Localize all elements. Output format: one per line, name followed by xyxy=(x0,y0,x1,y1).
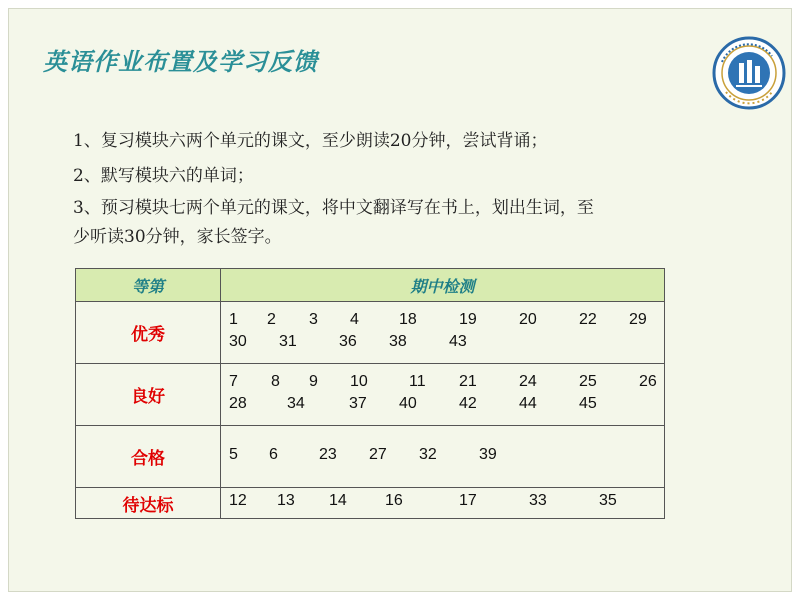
category-excellent: 优秀 xyxy=(76,302,221,364)
student-number: 25 xyxy=(579,372,597,390)
student-number: 16 xyxy=(385,492,403,509)
student-number: 42 xyxy=(459,394,477,412)
student-number: 7 xyxy=(229,372,238,390)
student-number: 34 xyxy=(287,394,305,412)
student-number: 40 xyxy=(399,394,417,412)
student-number: 38 xyxy=(389,332,407,350)
category-pass: 合格 xyxy=(76,426,221,488)
student-number: 14 xyxy=(329,492,347,509)
student-number: 26 xyxy=(639,372,657,390)
number-line xyxy=(229,333,658,355)
number-line xyxy=(229,373,658,395)
task-3-continued: 少听读30分钟，家长签字。 xyxy=(73,227,282,247)
logo-emblem-icon xyxy=(712,36,786,110)
student-number: 4 xyxy=(350,310,359,328)
category-needs-improvement: 待达标 xyxy=(76,488,221,519)
student-number: 39 xyxy=(479,445,497,463)
number-line xyxy=(229,395,658,417)
student-number: 8 xyxy=(271,372,280,390)
student-number: 37 xyxy=(349,394,367,412)
student-number: 28 xyxy=(229,394,247,412)
student-number: 29 xyxy=(629,310,647,328)
table-row xyxy=(76,364,665,426)
student-number: 12 xyxy=(229,492,247,509)
student-numbers xyxy=(221,364,665,426)
student-number: 3 xyxy=(309,310,318,328)
student-number: 35 xyxy=(599,492,617,509)
student-number: 27 xyxy=(369,445,387,463)
student-number: 43 xyxy=(449,332,467,350)
student-number: 30 xyxy=(229,332,247,350)
student-number: 21 xyxy=(459,372,477,390)
score-table xyxy=(75,268,665,519)
student-number: 31 xyxy=(279,332,297,350)
student-number: 23 xyxy=(319,445,337,463)
student-numbers xyxy=(221,302,665,364)
student-number: 11 xyxy=(409,372,426,390)
student-number: 9 xyxy=(309,372,318,390)
number-line xyxy=(229,311,658,333)
table-row xyxy=(76,302,665,364)
student-number: 13 xyxy=(277,492,295,509)
student-number: 19 xyxy=(459,310,477,328)
student-number: 17 xyxy=(459,492,477,509)
category-good: 良好 xyxy=(76,364,221,426)
task-1: 1、复习模块六两个单元的课文，至少朗读20分钟，尝试背诵； xyxy=(73,131,548,151)
student-number: 20 xyxy=(519,310,537,328)
student-number: 44 xyxy=(519,394,537,412)
number-line xyxy=(229,446,658,468)
header-midterm: 期中检测 xyxy=(221,269,665,302)
task-2: 2、默写模块六的单词； xyxy=(73,166,254,186)
student-number: 32 xyxy=(419,445,437,463)
table-row xyxy=(76,426,665,488)
header-grade: 等第 xyxy=(76,269,221,302)
table-header-row xyxy=(76,269,665,302)
number-line xyxy=(229,492,658,514)
student-number: 22 xyxy=(579,310,597,328)
student-numbers xyxy=(221,488,665,519)
student-number: 36 xyxy=(339,332,357,350)
task-3: 3、预习模块七两个单元的课文，将中文翻译写在书上，划出生词，至 xyxy=(73,198,594,218)
student-number: 2 xyxy=(267,310,276,328)
student-number: 10 xyxy=(350,372,368,390)
slide xyxy=(8,8,792,592)
student-number: 18 xyxy=(399,310,417,328)
student-number: 6 xyxy=(269,445,278,463)
student-number: 5 xyxy=(229,445,238,463)
student-numbers xyxy=(221,426,665,488)
student-number: 1 xyxy=(229,310,238,328)
student-number: 45 xyxy=(579,394,597,412)
page-title: 英语作业布置及学习反馈 xyxy=(43,48,318,76)
student-number: 24 xyxy=(519,372,537,390)
table-row xyxy=(76,488,665,519)
student-number: 33 xyxy=(529,492,547,509)
